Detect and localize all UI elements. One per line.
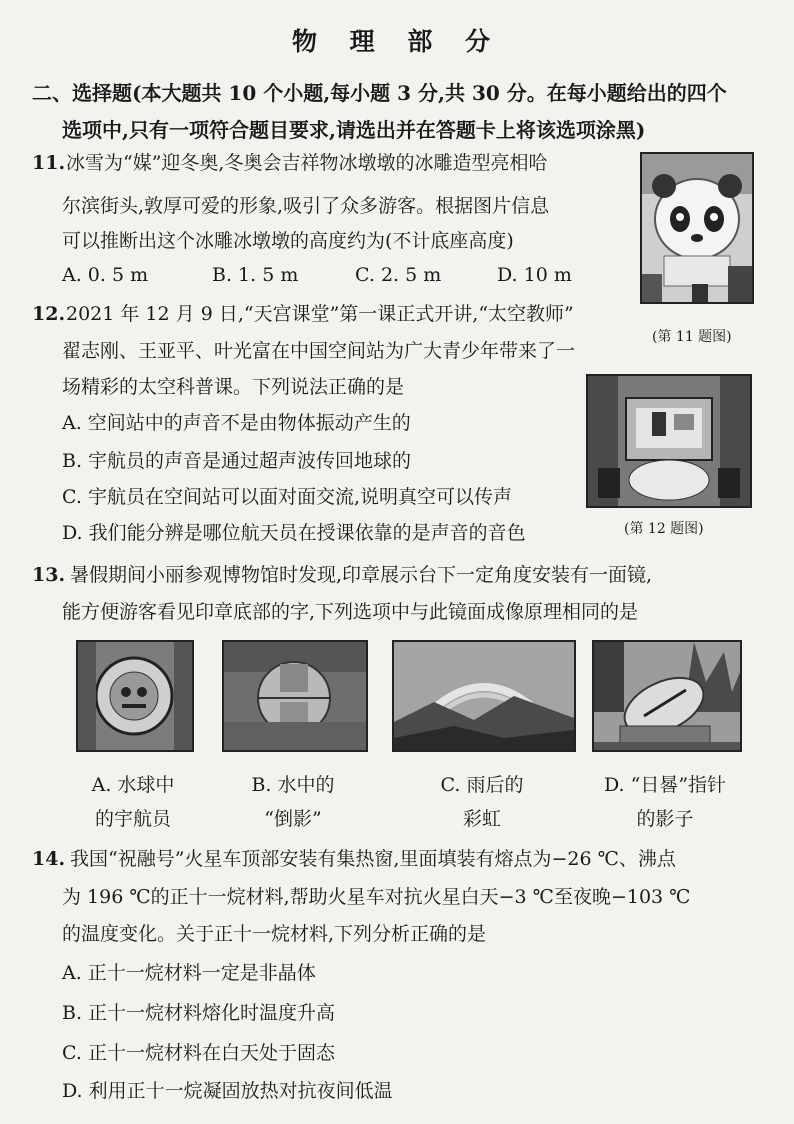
q13-option-d-photo (592, 640, 742, 752)
q13-option-b-photo (222, 640, 368, 752)
q12-stem-line-1: 2021 年 12 月 9 日,“天宫课堂”第一课正式开讲,“太空教师” (66, 303, 574, 325)
q11-number: 11. (32, 152, 66, 174)
q14-option-a: A. 正十一烷材料一定是非晶体 (62, 962, 316, 984)
q13-option-c-line-2: 彩虹 (462, 808, 501, 830)
q14-stem-line-2: 为 196 ℃的正十一烷材料,帮助火星车对抗火星白天−3 ℃至夜晚−103 ℃ (62, 886, 691, 908)
water-ball-astronaut-image (78, 642, 192, 750)
q13-option-c-label (392, 768, 572, 836)
q12-space-station-photo (586, 374, 752, 508)
page-title: 物 理 部 分 (291, 27, 503, 56)
q14-option-c: C. 正十一烷材料在白天处于固态 (62, 1042, 335, 1064)
space-classroom-image (588, 376, 750, 506)
q12-figure-caption: (第 12 题图) (624, 521, 704, 537)
section-header-line-2: 选项中,只有一项符合题目要求,请选出并在答题卡上将该选项涂黑) (62, 118, 646, 142)
water-reflection-image (224, 642, 366, 750)
q13-option-a-line-1: A. 水球中 (91, 774, 175, 796)
q13-option-b-line-1: B. 水中的 (251, 774, 335, 796)
sundial-image (594, 642, 740, 750)
q12-number: 12. (32, 303, 66, 325)
q12-option-b: B. 宇航员的声音是通过超声波传回地球的 (62, 450, 412, 472)
q13-option-d-line-1: D. “日晷”指针 (603, 774, 727, 796)
q14-option-d: D. 利用正十一烷凝固放热对抗夜间低温 (62, 1080, 393, 1102)
q14-stem-line-1: 我国“祝融号”火星车顶部安装有集热窗,里面填装有熔点为−26 ℃、沸点 (70, 848, 676, 870)
q11-stem-line-3: 可以推断出这个冰雕冰墩墩的高度约为(不计底座高度) (62, 230, 514, 252)
q14-number: 14. (32, 848, 66, 870)
q11-figure-caption: (第 11 题图) (652, 329, 732, 345)
q13-option-a-label (76, 768, 190, 836)
q13-option-d-label (592, 768, 738, 836)
q13-stem-line-1: 暑假期间小丽参观博物馆时发现,印章展示台下一定角度安装有一面镜, (70, 564, 653, 586)
q12-stem-line-2: 翟志刚、王亚平、叶光富在中国空间站为广大青少年带来了一 (62, 340, 576, 362)
q13-option-a-line-2: 的宇航员 (94, 808, 171, 830)
q11-option-c: C. 2. 5 m (355, 264, 442, 286)
q11-stem-line-2: 尔滨街头,敦厚可爱的形象,吸引了众多游客。根据图片信息 (62, 195, 550, 217)
q13-option-b-label (222, 768, 364, 836)
q11-ice-sculpture-photo (640, 152, 754, 304)
q11-stem-line-1: 冰雪为“媒”迎冬奥,冬奥会吉祥物冰墩墩的冰雕造型亮相哈 (66, 152, 548, 174)
q11-option-d: D. 10 m (497, 264, 572, 286)
q11-option-b: B. 1. 5 m (212, 264, 299, 286)
q14-stem-line-3: 的温度变化。关于正十一烷材料,下列分析正确的是 (62, 923, 487, 945)
q11-option-a: A. 0. 5 m (62, 264, 149, 286)
q12-option-d: D. 我们能分辨是哪位航天员在授课依靠的是声音的音色 (62, 522, 526, 544)
q13-option-d-line-2: 的影子 (636, 808, 694, 830)
panda-sculpture-image (642, 154, 752, 302)
q13-stem-line-2: 能方便游客看见印章底部的字,下列选项中与此镜面成像原理相同的是 (62, 601, 639, 623)
q13-option-c-line-1: C. 雨后的 (440, 774, 524, 796)
q13-option-a-photo (76, 640, 194, 752)
rainbow-image (394, 642, 574, 750)
q13-number: 13. (32, 564, 66, 586)
q13-option-b-line-2: “倒影” (264, 808, 322, 830)
section-header-line-1: 二、选择题(本大题共 10 个小题,每小题 3 分,共 30 分。在每小题给出的四个 (32, 81, 727, 105)
q13-option-c-photo (392, 640, 576, 752)
q12-option-c: C. 宇航员在空间站可以面对面交流,说明真空可以传声 (62, 486, 512, 508)
q14-option-b: B. 正十一烷材料熔化时温度升高 (62, 1002, 336, 1024)
q12-option-a: A. 空间站中的声音不是由物体振动产生的 (62, 412, 411, 434)
q12-stem-line-3: 场精彩的太空科普课。下列说法正确的是 (62, 376, 405, 398)
